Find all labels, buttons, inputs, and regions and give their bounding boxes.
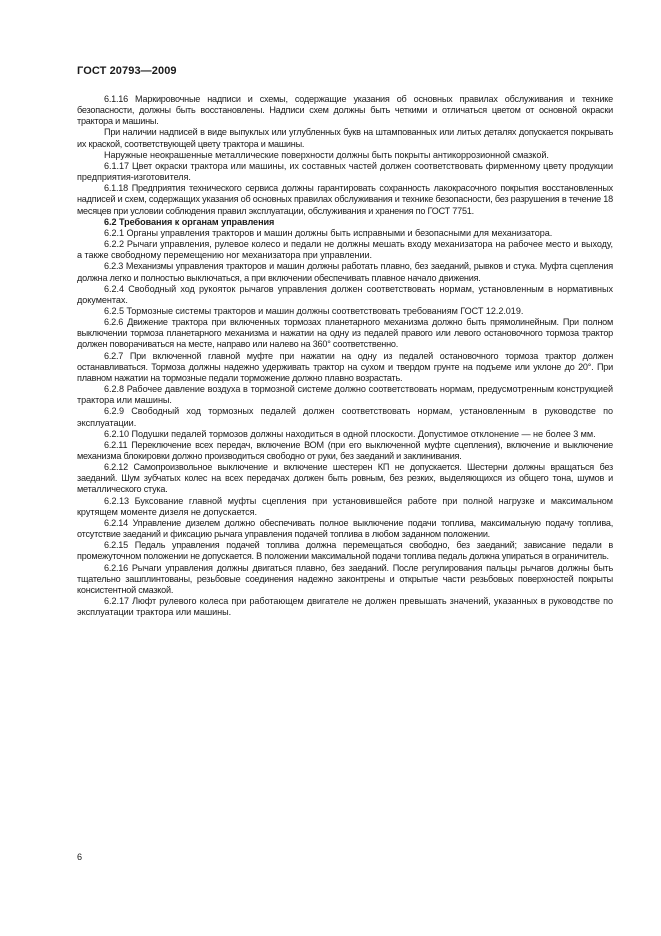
paragraph-6-2-3: 6.2.3 Механизмы управления тракторов и машин должны работать плавно, без заеданий, рывков и стука. Муфта сцепления должна легко и полностью выключаться, а при включении обеспечивать плавное начало движения. — [77, 261, 613, 283]
paragraph-6-2-5: 6.2.5 Тормозные системы тракторов и машин должны соответствовать требованиям ГОСТ 12.2.019. — [104, 305, 524, 316]
standard-header: ГОСТ 20793—2009 — [77, 65, 177, 77]
paragraph-6-2-16: 6.2.16 Рычаги управления должны двигаться плавно, без заеданий. После регулирования пальцы рычагов должны быть тщательно зашплинтованы, резьбовые соединения надежно законтрены и открытые части резьбовых поверхностей покрыты консистентной смазкой. — [77, 562, 613, 595]
paragraph-6-2-17: 6.2.17 Люфт рулевого колеса при работающем двигателе не должен превышать значений, указанных в руководстве по эксплуатации трактора или машины. — [77, 596, 613, 618]
paragraph-6-2-10: 6.2.10 Подушки педалей тормозов должны находиться в одной плоскости. Допустимое отклонение — не более 3 мм. — [104, 428, 596, 439]
paragraph-6-2-9: 6.2.9 Свободный ход тормозных педалей должен соответствовать нормам, установленным в руководстве по эксплуатации. — [77, 406, 613, 428]
paragraph-6-2-7: 6.2.7 При включенной главной муфте при нажатии на одну из педалей остановочного тормоза трактор должен останавливаться. Тормоза должны надежно удерживать трактор на сухом и твердом грунте на подъеме или уклоне до 20°. При плавном нажатии на тормозные педали торможение должно плавно возрастать. — [77, 350, 613, 383]
paragraph-6-2-6: 6.2.6 Движение трактора при включенных тормозах планетарного механизма должно быть прямолинейным. При полном выключении тормоза планетарного механизма и нажатии на одну из педалей правого или левого остановочного тормоза трактор должен поворачиваться на месте, направо или налево на 360° соответственно. — [77, 317, 613, 350]
paragraph-6-2-11: 6.2.11 Переключение всех передач, включение ВОМ (при его выключенной муфте сцепления), включение и выключение механизма блокировки должно производиться свободно от руки, без заеданий и заклинивания. — [77, 439, 613, 461]
paragraph-metal-surfaces: Наружные неокрашенные металлические поверхности должны быть покрыты антикоррозионной смазкой. — [104, 149, 549, 160]
paragraph-6-1-17: 6.1.17 Цвет окраски трактора или машины, их составных частей должен соответствовать фирменному цвету продукции предприятия-изготовителя. — [77, 160, 613, 183]
paragraph-embossed-lettering: При наличии надписей в виде выпуклых или углубленных букв на штампованных или литых деталях допускается покрывать их краской, соответствующей цвету трактора и машины. — [77, 127, 613, 149]
paragraph-6-2-2: 6.2.2 Рычаги управления, рулевое колесо и педали не должны мешать входу механизатора на рабочее место и выходу, а также свободному перемещению ног механизатора при управлении. — [77, 239, 613, 261]
paragraph-6-2-12: 6.2.12 Самопроизвольное выключение и включение шестерен КП не допускается. Шестерни должны вращаться без заеданий. Шум зубчатых колес на всех передачах должен быть ровным, без резких, выделяющихся из общего тона, шумов и металлического стука. — [77, 462, 613, 495]
paragraph-6-2-8: 6.2.8 Рабочее давление воздуха в тормозной системе должно соответствовать нормам, предусмотренным конструкцией трактора или машины. — [77, 384, 613, 406]
paragraph-6-2-4: 6.2.4 Свободный ход рукояток рычагов управления должен соответствовать нормам, установленным в нормативных документах. — [77, 283, 613, 305]
paragraph-6-1-18: 6.1.18 Предприятия технического сервиса должны гарантировать сохранность лакокрасочного покрытия восстановленных надписей и схем, содержащих указания об основных правилах обслуживания и технике безопасности, без разрушения в течение 18 месяцев при условии соблюдения правил эксплуатации, обслуживания и хранения по ГОСТ 7751. — [77, 183, 613, 216]
paragraph-6-2-1: 6.2.1 Органы управления тракторов и машин должны быть исправными и безопасными для механизатора. — [104, 227, 553, 238]
paragraph-6-2-13: 6.2.13 Буксование главной муфты сцепления при установившейся работе при полной нагрузке и максимальном крутящем моменте дизеля не допускается. — [77, 495, 613, 517]
paragraph-6-1-16: 6.1.16 Маркировочные надписи и схемы, содержащие указания об основных правилах обслуживания и технике безопасности, должны быть восстановлены. Надписи схем должны быть четкими и отличаться цветом от основной окраски трактора и машины. — [77, 94, 613, 127]
paragraph-6-2-15: 6.2.15 Педаль управления подачей топлива должна перемещаться свободно, без заеданий; зависание педали в промежуточном положении не допускается. В положении максимальной подачи топлива педаль должна упираться в ограничитель. — [77, 540, 613, 562]
page-number: 6 — [77, 852, 83, 862]
body-text — [77, 94, 613, 618]
paragraph-6-2-14: 6.2.14 Управление дизелем должно обеспечивать полное выключение подачи топлива, максимальную подачу топлива, отсутствие заеданий и фиксацию рычага управления подачей топлива в любом заданном положении. — [77, 517, 613, 540]
section-title: 6.2 Требования к органам управления — [104, 216, 275, 227]
